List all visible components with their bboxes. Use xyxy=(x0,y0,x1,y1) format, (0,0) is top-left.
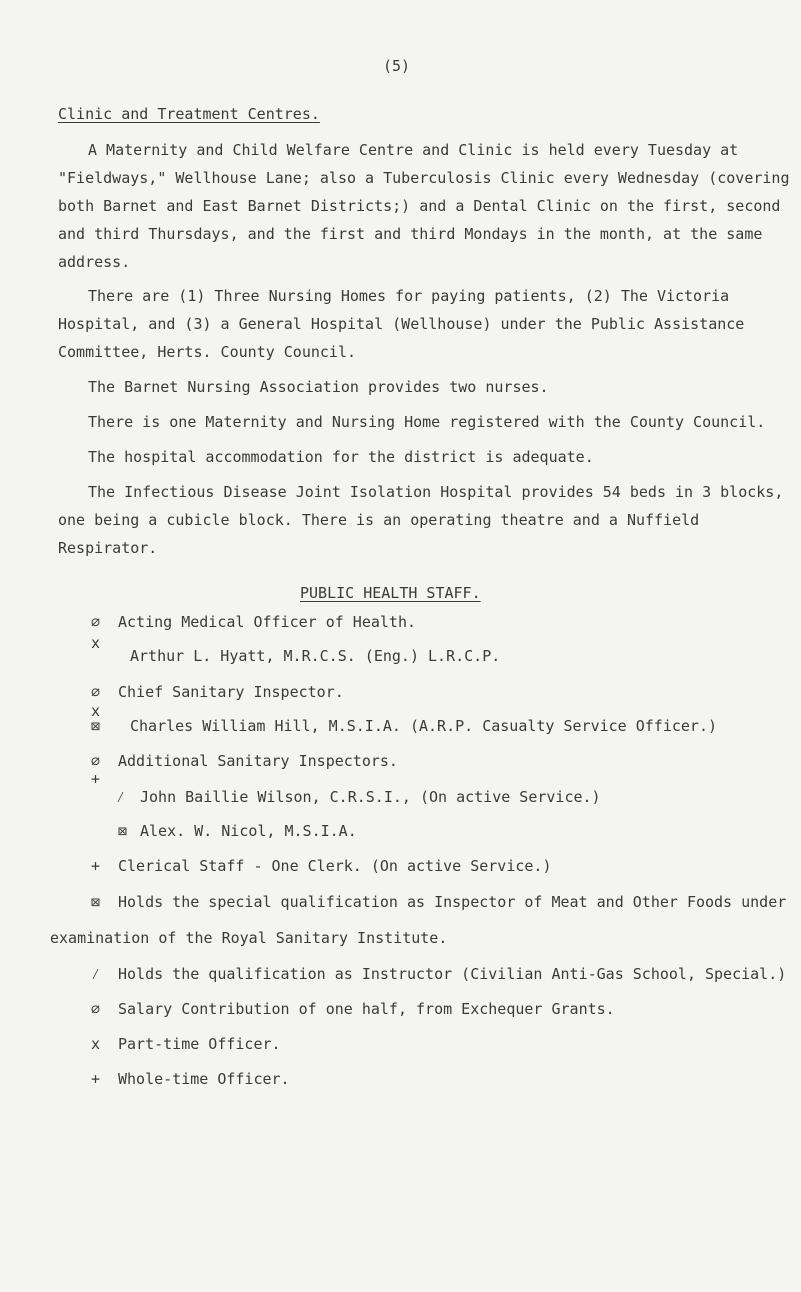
paragraph-line: Respirator. xyxy=(58,539,158,557)
staff-title: Additional Sanitary Inspectors. xyxy=(118,752,398,770)
paragraph-line: both Barnet and East Barnet Districts;) and a Dental Clinic on the first, second xyxy=(58,197,781,215)
staff-name: John Baillie Wilson, C.R.S.I., (On active Service.) xyxy=(140,788,601,806)
staff-title: Acting Medical Officer of Health. xyxy=(118,613,417,631)
symbol-mark: + xyxy=(91,857,101,875)
symbol-mark: + xyxy=(91,770,101,788)
paragraph-line: A Maternity and Child Welfare Centre and Clinic is held every Tuesday at xyxy=(88,141,739,159)
staff-title: Chief Sanitary Inspector. xyxy=(118,683,344,701)
symbol-mark: ⌀ xyxy=(91,683,101,701)
paragraph-line: The Infectious Disease Joint Isolation Hospital provides 54 beds in 3 blocks, xyxy=(88,483,784,501)
paragraph-line: Committee, Herts. County Council. xyxy=(58,343,357,361)
symbol-mark: ⌀ xyxy=(91,613,101,631)
paragraph-line: address. xyxy=(58,253,131,271)
paragraph-line: There are (1) Three Nursing Homes for paying patients, (2) The Victoria xyxy=(88,287,730,305)
paragraph-line: The hospital accommodation for the district is adequate. xyxy=(88,448,594,466)
symbol-mark: ⊠ xyxy=(91,717,101,735)
symbol-mark: ⁄ xyxy=(116,788,126,806)
staff-name: Charles William Hill, M.S.I.A. (A.R.P. Casualty Service Officer.) xyxy=(130,717,717,735)
footnote-line: Holds the qualification as Instructor (Civilian Anti-Gas School, Special.) xyxy=(118,965,787,983)
symbol-mark: ⊠ xyxy=(91,893,101,911)
paragraph-line: one being a cubicle block. There is an operating theatre and a Nuffield xyxy=(58,511,700,529)
footnote-line: Salary Contribution of one half, from Exchequer Grants. xyxy=(118,1000,615,1018)
symbol-mark: ⁄ xyxy=(91,965,101,983)
paragraph-line: There is one Maternity and Nursing Home registered with the County Council. xyxy=(88,413,766,431)
footnote-line: Part-time Officer. xyxy=(118,1035,281,1053)
staff-name: Alex. W. Nicol, M.S.I.A. xyxy=(140,822,357,840)
paragraph-line: The Barnet Nursing Association provides two nurses. xyxy=(88,378,549,396)
symbol-mark: x xyxy=(91,634,101,652)
footnote-line: Whole-time Officer. xyxy=(118,1070,290,1088)
symbol-mark: ⌀ xyxy=(91,1000,101,1018)
section-heading: Clinic and Treatment Centres. xyxy=(58,105,320,123)
paragraph-line: and third Thursdays, and the first and third Mondays in the month, at the same xyxy=(58,225,763,243)
symbol-mark: ⊠ xyxy=(118,822,128,840)
symbol-mark: x xyxy=(91,1035,101,1053)
staff-heading: PUBLIC HEALTH STAFF. xyxy=(300,584,481,602)
symbol-mark: + xyxy=(91,1070,101,1088)
paragraph-line: Hospital, and (3) a General Hospital (Wellhouse) under the Public Assistance xyxy=(58,315,745,333)
footnote-line: examination of the Royal Sanitary Institute. xyxy=(50,929,448,947)
symbol-mark: ⌀ xyxy=(91,752,101,770)
staff-entry: Clerical Staff - One Clerk. (On active Service.) xyxy=(118,857,552,875)
symbol-mark: x xyxy=(91,702,101,720)
footnote-line: Holds the special qualification as Inspector of Meat and Other Foods under xyxy=(118,893,787,911)
page-number: (5) xyxy=(383,57,411,75)
staff-name: Arthur L. Hyatt, M.R.C.S. (Eng.) L.R.C.P. xyxy=(130,647,501,665)
paragraph-line: "Fieldways," Wellhouse Lane; also a Tuberculosis Clinic every Wednesday (covering xyxy=(58,169,790,187)
